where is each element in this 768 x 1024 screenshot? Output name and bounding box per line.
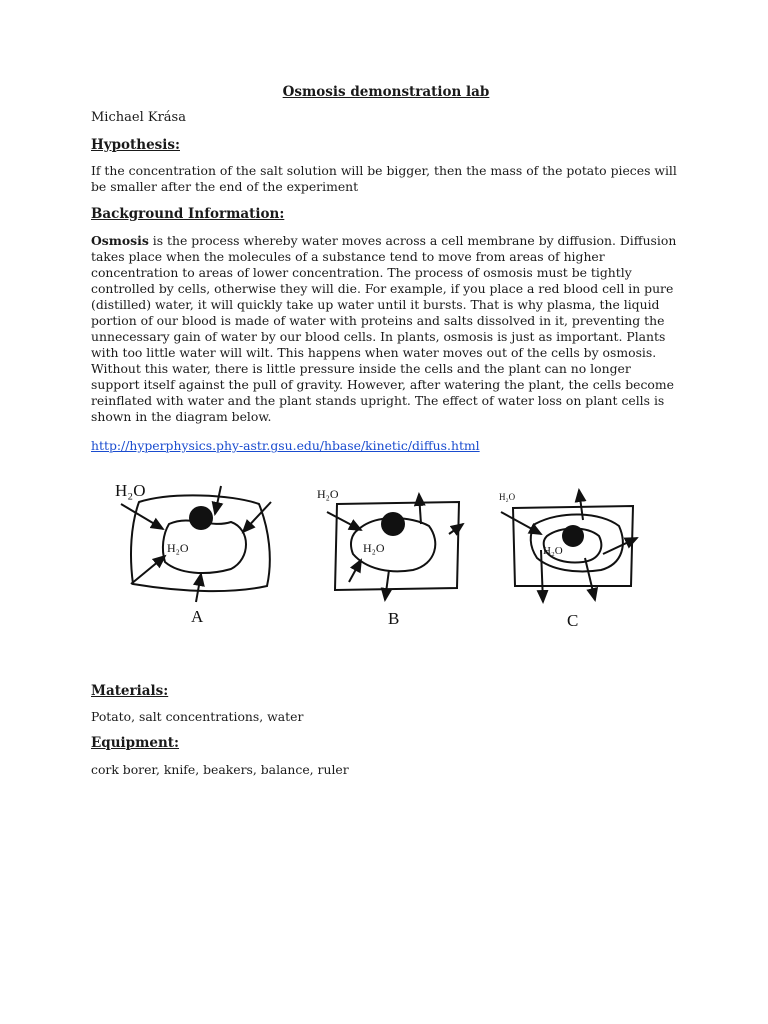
water-label-b-inner: H₂O: [363, 541, 385, 555]
hypothesis-text: If the concentration of the salt solution will be bigger, then the mass of the potato pieces will be smaller after the end of the experiment: [91, 163, 677, 194]
materials-heading: Materials:: [91, 683, 169, 699]
cell-a: [121, 486, 271, 602]
cell-b: [327, 494, 463, 600]
equipment-heading: Equipment:: [91, 735, 180, 751]
materials-text: Potato, salt concentrations, water: [91, 709, 304, 724]
water-label-c-inner: H₂O: [543, 545, 563, 557]
author-name: Michael Krása: [91, 110, 186, 125]
osmosis-diagram-svg: [91, 474, 681, 634]
osmosis-term: Osmosis: [91, 233, 149, 248]
label-b: B: [388, 609, 400, 628]
label-c: C: [567, 611, 579, 630]
background-text: is the process whereby water moves across a cell membrane by diffusion. Diffusion takes place when the molecules of a substance tend to move from areas of higher concentration to areas of lower concentration. The process of osmosis must be tightly controlled by cells, otherwise they will die. For example, if you place a red blood cell in pure (distilled) water, it will quickly take up water until it bursts. That is why plasma, the liquid portion of our blood is made of water with proteins and salts dissolved in it, preventing the unnecessary gain of water by our blood cells. In plants, osmosis is just as important. Plants with too little water will wilt. This happens when water moves out of the cells by osmosis. Without this water, there is little pressure inside the cells and the plant can no longer support itself against the pull of gravity. However, after watering the plant, the cells become reinflated with water and the plant stands upright. The effect of water loss on plant cells is shown in the diagram below.: [91, 233, 677, 424]
water-label-b-outer: H₂O: [317, 487, 339, 501]
nucleus-b: [381, 512, 405, 536]
nucleus-a: [189, 506, 213, 530]
nucleus-c: [562, 525, 584, 547]
water-label-a-inner: H₂O: [167, 541, 189, 555]
water-label-a-outer: H₂O: [115, 481, 146, 500]
hyperphysics-link[interactable]: http://hyperphysics.phy-astr.gsu.edu/hbase/kinetic/diffus.html: [91, 438, 480, 453]
hypothesis-heading: Hypothesis:: [91, 137, 180, 153]
document-title: Osmosis demonstration lab: [282, 84, 490, 100]
osmosis-diagram: [91, 474, 681, 634]
water-label-c-outer: H₂O: [499, 492, 516, 502]
label-a: A: [191, 607, 204, 626]
background-paragraph: [91, 233, 681, 425]
equipment-text: cork borer, knife, beakers, balance, ruler: [91, 762, 349, 777]
background-heading: Background Information:: [91, 206, 285, 222]
